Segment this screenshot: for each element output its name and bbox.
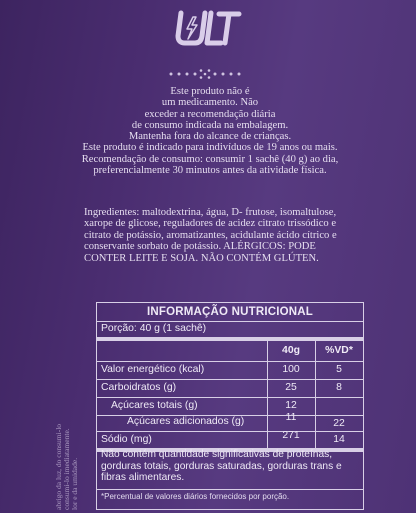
nutrient-amount: 25	[285, 382, 297, 393]
lightning-bolt-icon	[187, 17, 197, 39]
nutrient-label: Carboidratos (g)	[101, 382, 177, 393]
column-divider	[315, 337, 316, 449]
col-header-vd: %VD*	[325, 345, 353, 356]
nutrient-vd: 5	[336, 364, 342, 375]
portion-text: Porção: 40 g (1 sachê)	[101, 323, 207, 334]
col-header-amount: 40g	[282, 345, 300, 356]
divider	[97, 337, 363, 341]
nutrition-footnote: *Percentual de valores diários fornecidos por porção.	[101, 492, 290, 501]
warning-line: Mantenha fora do alcance de crianças.	[128, 131, 292, 143]
warning-line: Este produto é indicado para indivíduos de 19 anos ou mais.	[82, 142, 338, 154]
ingredients-line: conservante sorbato de potássio. ALÉRGICOS: PODE	[84, 241, 316, 253]
nutrition-title: INFORMAÇÃO NUTRICIONAL	[97, 303, 363, 322]
brand-logo	[175, 8, 243, 48]
warning-line: exceder a recomendação diária	[144, 108, 276, 120]
nutrient-amount: 12	[285, 400, 297, 411]
divider	[97, 489, 363, 490]
warning-line: um medicamento. Não	[161, 97, 259, 109]
nutrient-vd	[315, 398, 363, 414]
nutrition-note: Não contém quantidade significativas de proteínas, gorduras totais, gorduras saturadas, gorduras trans e fibras alimentares.	[101, 449, 342, 484]
warning-line: preferencialmente 30 minutos antes da atividade física.	[93, 165, 327, 177]
nutrient-amount: 100	[282, 364, 300, 375]
nutrient-vd: 22	[333, 418, 345, 429]
side-storage-text	[55, 380, 91, 510]
nutrient-vd: 8	[336, 382, 342, 393]
ingredients-line: Ingredientes: maltodextrina, água, D- frutose, isomaltulose,	[84, 207, 337, 218]
warning-line: Este produto não é	[170, 86, 250, 97]
ingredients-text	[84, 207, 358, 264]
nutrition-table	[96, 302, 364, 510]
nutrient-label: Valor energético (kcal)	[101, 364, 205, 375]
column-divider	[267, 337, 268, 449]
ingredients-line: xarope de glicose, reguladores de acidez citrato trissódico e	[84, 218, 337, 230]
warning-text	[80, 86, 340, 176]
decorative-dots	[165, 68, 245, 80]
side-text-line: consumi-lo imediatamente.	[62, 428, 71, 510]
warning-line: Recomendação de consumo: consumir 1 sachê (40 g) ao dia,	[81, 153, 339, 165]
ingredients-line: CONTER LEITE E SOJA. NÃO CONTÉM GLÚTEN.	[84, 252, 319, 264]
nutrient-label: Açúcares adicionados (g)	[127, 416, 245, 427]
warning-line: de consumo indicada na embalagem.	[131, 119, 289, 131]
nutrient-label: Sódio (mg)	[101, 434, 152, 445]
side-text-line: abrigo da luz, do consumi-lo	[54, 423, 63, 510]
ingredients-line: citrato de potássio, aromatizantes, acidulante ácido cítrico e	[84, 229, 337, 241]
nutrient-vd: 14	[333, 434, 345, 445]
side-text-line: lor e da umidade.	[70, 457, 79, 510]
nutrient-label: Açúcares totais (g)	[111, 400, 198, 411]
nutrient-amount: 271	[282, 430, 300, 441]
nutrient-amount: 11	[285, 412, 297, 423]
